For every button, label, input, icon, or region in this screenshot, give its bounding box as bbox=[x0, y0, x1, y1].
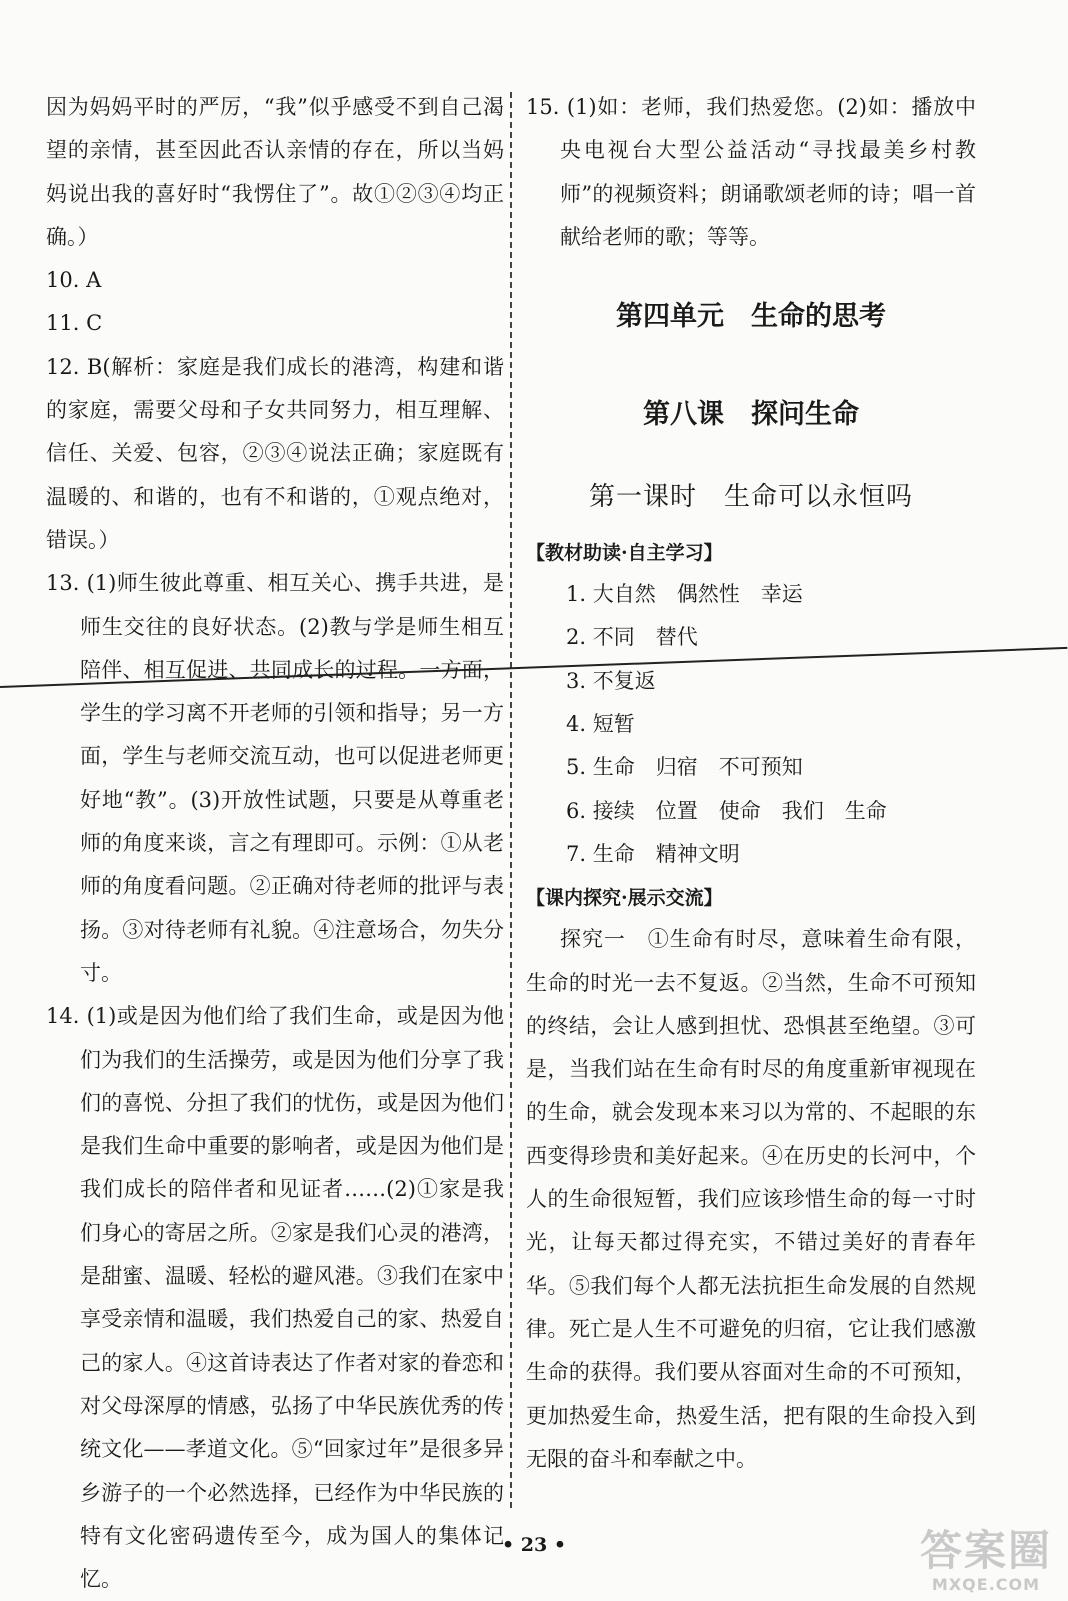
column-divider bbox=[510, 92, 512, 1508]
answer-9-continued: 因为妈妈平时的严厉，“我”似乎感受不到自己渴望的亲情，甚至因此否认亲情的存在，所以当妈妈说出我的喜好时“我愣住了”。故①②③④均正确。） bbox=[46, 95, 504, 249]
answer-12: 12. B(解析：家庭是我们成长的港湾，构建和谐的家庭，需要父母和子女共同努力，相互理解、信任、关爱、包容，②③④说法正确；家庭既有温暖的、和谐的，也有不和谐的，①观点绝对，错误。） bbox=[46, 354, 504, 552]
list-item: 4. 短暂 bbox=[566, 712, 635, 737]
period-title: 第一课时 生命可以永恒吗 bbox=[588, 482, 913, 513]
right-column bbox=[526, 86, 976, 1481]
watermark-logo bbox=[916, 1527, 1056, 1594]
answer-15: 15. (1)如：老师，我们热爱您。(2)如：播放中央电视台大型公益活动“寻找最美乡村教师”的视频资料；朗诵歌颂老师的诗；唱一首献给老师的歌；等等。 bbox=[526, 95, 976, 249]
section-heading-self-study: 【教材助读·自主学习】 bbox=[526, 542, 723, 565]
answer-10: 10. A bbox=[46, 268, 102, 293]
watermark-url: MXQE.COM bbox=[931, 1575, 1041, 1594]
watermark-text: 答案圈 bbox=[919, 1526, 1052, 1575]
inquiry-one-paragraph: 探究一 ①生命有时尽，意味着生命有限，生命的时光一去不复返。②当然，生命不可预知的终结，会让人感到担忧、恐惧甚至绝望。③可是，当我们站在生命有时尽的角度重新审视现在的生命，就会发现本来习以为常的、不起眼的东西变得珍贵和美好起来。④在历史的长河中，个人的生命很短暂，我们应该珍惜生命的每一寸时光，让每天都过得充实，不错过美好的青春年华。⑤我们每个人都无法抗拒生命发展的自然规律。死亡是人生不可避免的归宿，它让我们感激生命的获得。我们要从容面对生命的不可预知，更加热爱生命，热爱生活，把有限的生命投入到无限的奋斗和奉献之中。 bbox=[526, 927, 976, 1471]
left-column bbox=[46, 86, 504, 1601]
list-item: 1. 大自然 偶然性 幸运 bbox=[566, 582, 803, 607]
answer-11: 11. C bbox=[46, 311, 103, 336]
page-number: • 23 • bbox=[502, 1534, 566, 1556]
list-item: 3. 不复返 bbox=[566, 668, 656, 693]
lesson-title: 第八课 探问生命 bbox=[643, 399, 859, 431]
list-item: 6. 接续 位置 使命 我们 生命 bbox=[566, 798, 887, 823]
answer-14: 14. (1)或是因为他们给了我们生命，或是因为他们为我们的生活操劳，或是因为他们分享了我们的喜悦、分担了我们的忧伤，或是因为他们是我们生命中重要的影响者，或是因为他们是我们成长的陪伴者和见证者……(2)①家是我们身心的寄居之所。②家是我们心灵的港湾，是甜蜜、温暖、轻松的避风港。③我们在家中享受亲情和温暖，我们热爱自己的家、热爱自己的家人。④这首诗表达了作者对家的眷恋和对父母深厚的情感，弘扬了中华民族优秀的传统文化——孝道文化。⑤“回家过年”是很多异乡游子的一个必然选择，已经作为中华民族的特有文化密码遗传至今，成为国人的集体记忆。 bbox=[46, 1004, 504, 1592]
section-heading-inquiry: 【课内探究·展示交流】 bbox=[526, 887, 723, 910]
list-item: 5. 生命 归宿 不可预知 bbox=[566, 755, 803, 780]
answer-13: 13. (1)师生彼此尊重、相互关心、携手共进，是师生交往的良好状态。(2)教与学是师生相互陪伴、相互促进、共同成长的过程。一方面，学生的学习离不开老师的引领和指导；另一方面，学生与老师交流互动，也可以促进老师更好地“教”。(3)开放性试题，只要是从尊重老师的角度来谈，言之有理即可。示例：①从老师的角度看问题。②正确对待老师的批评与表扬。③对待老师有礼貌。④注意场合，勿失分寸。 bbox=[46, 571, 504, 985]
list-item: 7. 生命 精神文明 bbox=[566, 841, 740, 866]
unit-title: 第四单元 生命的思考 bbox=[616, 301, 886, 333]
list-item: 2. 不同 替代 bbox=[566, 625, 698, 650]
